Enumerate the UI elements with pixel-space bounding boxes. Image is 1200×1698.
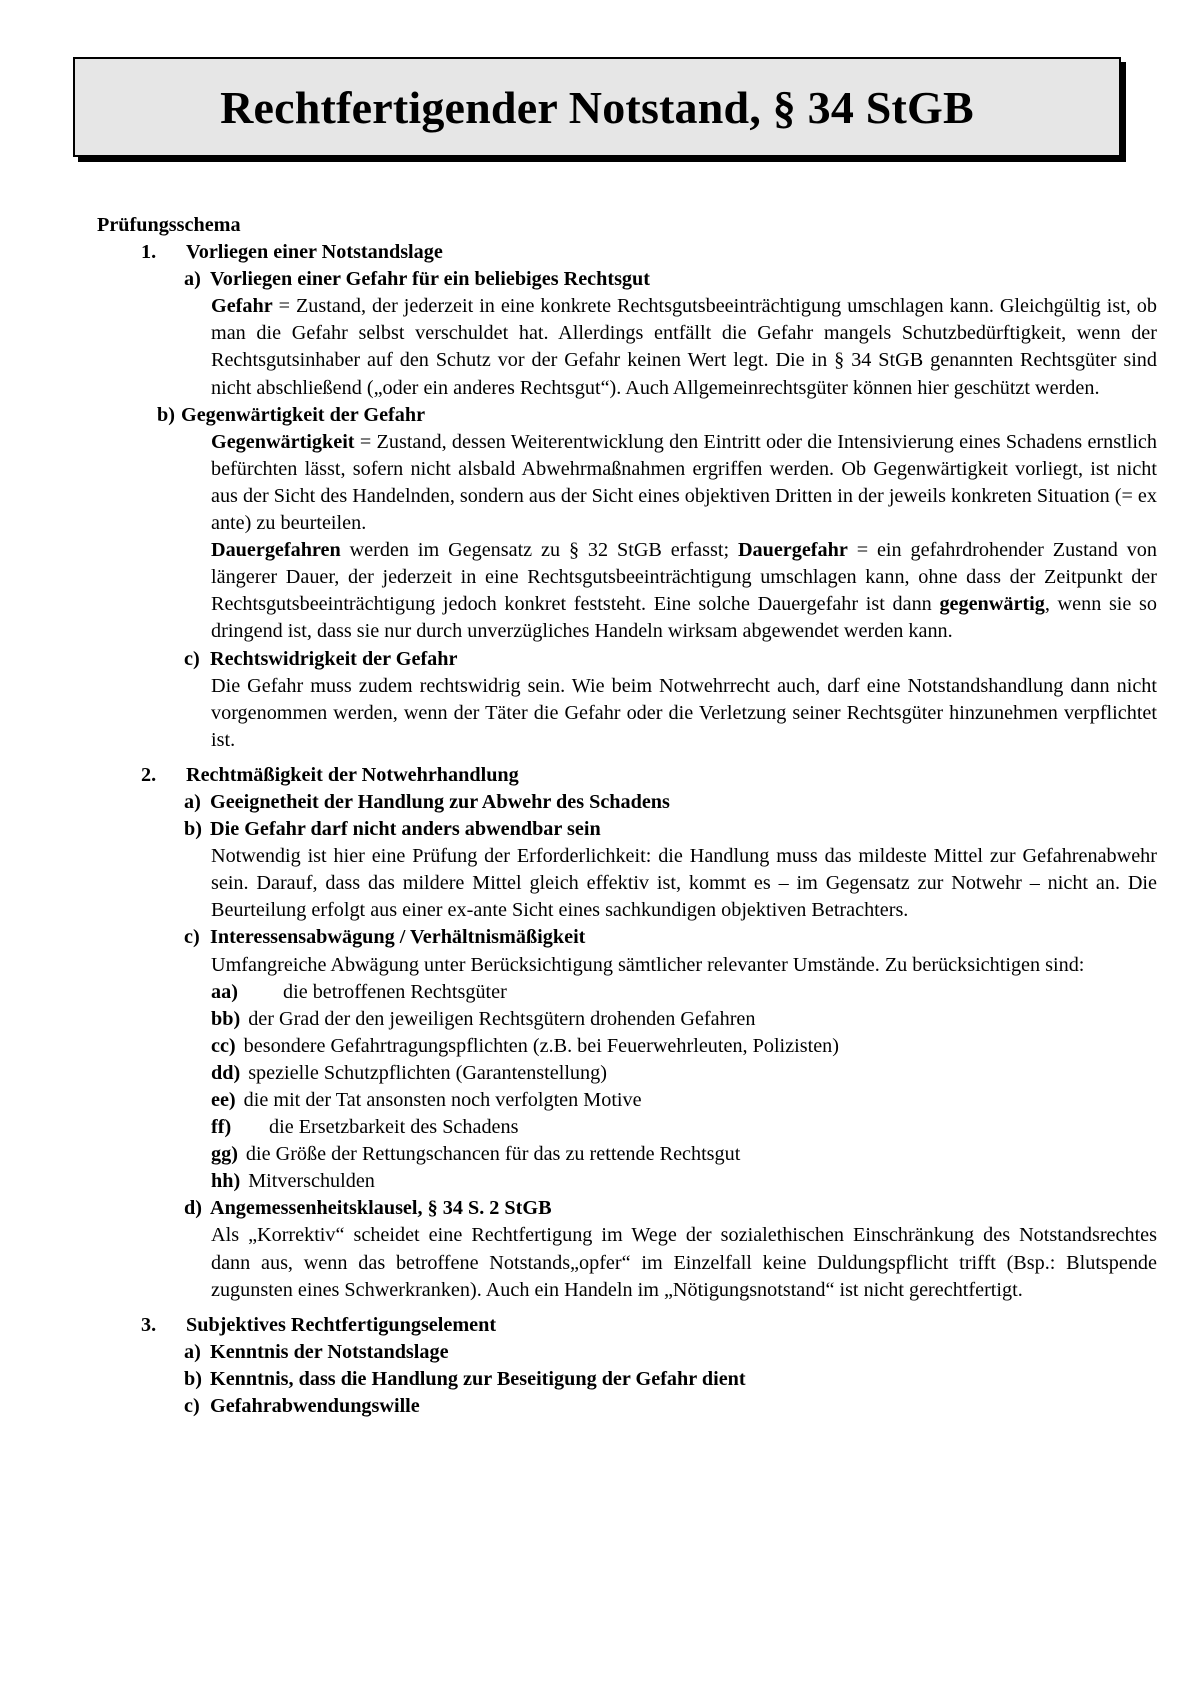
list-item: bb) der Grad der den jeweiligen Rechtsgütern drohenden Gefahren (211, 1007, 756, 1030)
list-item: cc) besondere Gefahrtragungspflichten (z.B. bei Feuerwehrleuten, Polizisten) (211, 1034, 839, 1057)
section-1a-heading: a) Vorliegen einer Gefahr für ein beliebiges Rechtsgut (184, 268, 650, 291)
list-item: gg) die Größe der Rettungschancen für das zu rettende Rechtsgut (211, 1143, 741, 1166)
section-2c-text: Umfangreiche Abwägung unter Berücksichtigung sämtlicher relevanter Umstände. Zu berücksichtigen sind: (211, 953, 1085, 976)
section-1b-text-1: Gegenwärtigkeit = Zustand, dessen Weiterentwicklung den Eintritt oder die Intensivierung eines Schadens ernstlich befürchten lässt, sofern nicht alsbald Abwehrmaßnahmen ergriffen werden. Ob Gegenwärtigkeit vorliegt, ist nicht aus der Sicht des Handelnden, sondern aus der Sicht eines objektiven Dritten in der jeweils konkreten Situation (= ex ante) zu beurteilen. (211, 430, 1157, 535)
list-item: ee) die mit der Tat ansonsten noch verfolgten Motive (211, 1089, 642, 1111)
schema-heading: Prüfungsschema (97, 214, 241, 236)
list-item: dd) spezielle Schutzpflichten (Garantenstellung) (211, 1061, 607, 1084)
section-3b-heading: b) Kenntnis, dass die Handlung zur Beseitigung der Gefahr dient (184, 1367, 746, 1390)
title-box (73, 57, 1121, 157)
section-3c-heading: c) Gefahrabwendungswille (184, 1395, 420, 1418)
section-1a-text: Gefahr = Zustand, der jederzeit in eine konkrete Rechtsgutsbeeinträchtigung umschlagen kann. Gleichgültig ist, ob man die Gefahr selbst verschuldet hat. Allerdings entfällt die Gefahr mangels Schutzbedürftigkeit, wenn der Rechtsgutsinhaber auf den Schutz vor der Gefahr keinen Wert legt. Die in § 34 StGB genannten Rechtsgüter sind nicht abschließend („oder ein anderes Rechtsgut“). Auch Allgemeinrechtsgüter können hier geschützt werden. (211, 295, 1157, 399)
section-1b-text-2: Dauergefahren werden im Gegensatz zu § 32 StGB erfasst; Dauergefahr = ein gefahrdrohender Zustand von längerer Dauer, der jederzeit in eine Rechtsgutsbeeinträchtigung umschlagen kann, ohne dass der Zeitpunkt der Rechtsgutsbeeinträchtigung jedoch konkret feststeht. Eine solche Dauergefahr ist dann gegenwärtig, wenn sie so dringend ist, dass sie nur durch unverzügliches Handeln wirksam abgewendet werden kann. (211, 539, 1157, 643)
criteria-list (211, 979, 1157, 1196)
section-3a-heading: a) Kenntnis der Notstandslage (184, 1340, 449, 1363)
section-2b-heading: b) Die Gefahr darf nicht anders abwendbar sein (184, 818, 601, 841)
section-1c-text: Die Gefahr muss zudem rechtswidrig sein. Wie beim Notwehrrecht auch, darf eine Notstandshandlung dann nicht vorgenommen werden, wenn der Täter die Gefahr oder die Verletzung seiner Rechtsgüter hinzunehmen verpflichtet ist. (211, 674, 1157, 751)
list-item: aa) die betroffenen Rechtsgüter (211, 980, 507, 1003)
section-2d-heading: d) Angemessenheitsklausel, § 34 S. 2 StGB (184, 1197, 552, 1220)
section-2-heading: 2. Rechtmäßigkeit der Notwehrhandlung (141, 763, 519, 786)
section-2d-text: Als „Korrektiv“ scheidet eine Rechtfertigung im Wege der sozialethischen Einschränkung des Notstandsrechtes dann aus, wenn das betroffene Notstands„opfer“ im Einzelfall keine Duldungspflicht trifft (Bsp.: Blutspende zugunsten eines Schwerkranken). Auch ein Handeln im „Nötigungsnotstand“ ist nicht gerechtfertigt. (211, 1224, 1157, 1301)
section-2c-heading: c) Interessensabwägung / Verhältnismäßigkeit (184, 926, 586, 949)
document-body (97, 212, 1157, 1420)
section-1-heading: 1. Vorliegen einer Notstandslage (141, 241, 443, 264)
list-item: ff) die Ersetzbarkeit des Schadens (211, 1116, 519, 1139)
page-title: Rechtfertigender Notstand, § 34 StGB (220, 81, 974, 133)
section-1c-heading: c) Rechtswidrigkeit der Gefahr (184, 647, 458, 670)
section-2b-text: Notwendig ist hier eine Prüfung der Erforderlichkeit: die Handlung muss das mildeste Mittel zur Gefahrenabwehr sein. Darauf, dass das mildere Mittel gleich effektiv ist, kommt es – im Gegensatz zur Notwehr – nicht an. Die Beurteilung erfolgt aus einer ex-ante Sicht eines sachkundigen objektiven Betrachters. (211, 845, 1157, 922)
section-1b-heading: b) Gegenwärtigkeit der Gefahr (157, 403, 426, 426)
section-3-heading: 3. Subjektives Rechtfertigungselement (141, 1313, 497, 1336)
section-2a-heading: a) Geeignetheit der Handlung zur Abwehr des Schadens (184, 790, 670, 813)
list-item: hh) Mitverschulden (211, 1170, 375, 1193)
